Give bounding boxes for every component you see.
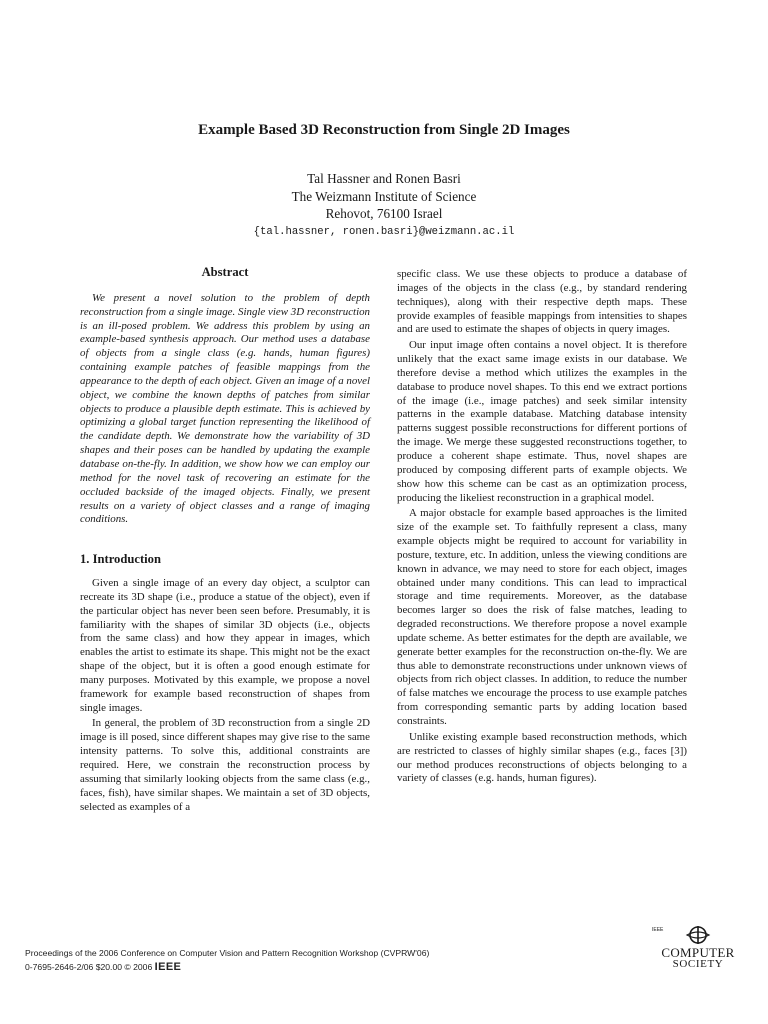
computer-society-logo [652, 925, 744, 975]
proceedings-line: Proceedings of the 2006 Conference on Computer Vision and Pattern Recognition Workshop (CVPRW'06) [25, 948, 430, 958]
left-column [80, 266, 370, 816]
proceedings-footer [25, 946, 429, 974]
intro-paragraph-2: In general, the problem of 3D reconstruction from a single 2D image is ill posed, since different shapes may give rise to the same intensity patterns. To solve this, additional constraints are required. Here, we constrain the reconstruction process by assuming that similarly looking objects from the same class (e.g., faces, fish), have similar shapes. We maintain a set of 3D objects, selected as examples of a [80, 717, 370, 813]
intro-paragraph-5: A major obstacle for example based approaches is the limited size of the example set. To faithfully represent a class, many example objects might be required to account for variability in posture, texture, etc. In addition, unless the viewing conditions are known in advance, we may need to store for each object, images obtained under many conditions. This can lead to impractical storage and time requirements. Moreover, as the database becomes larger so does the risk of false matches, leading to degraded reconstructions. We therefore propose a novel example update scheme. As better estimates for the depth are available, we generate better examples for the reconstruction on-the-fly. We are thus able to demonstrate reconstructions under unknown views of objects from rich object classes. In addition, to reduce the number of false matches we encourage the process to use example patches from corresponding semantic parts by adding location based constraints. [397, 507, 687, 727]
author-names: Tal Hassner and Ronen Basri [307, 171, 461, 186]
isbn-price-copyright: 0-7695-2646-2/06 $20.00 © 2006 [25, 962, 153, 972]
copyright-line [25, 960, 429, 974]
intro-paragraph-1: Given a single image of an every day object, a sculptor can recreate its 3D shape (i.e., produce a statue of the object), even if the particular object has never been seen before. Presumably, it is familiarity with the shapes of similar 3D objects (i.e., objects from the same class) and how they appear in images, which enables the artist to estimate its shape. This might not be the exact shape of the object, but it is often a good enough estimate for many purposes. Motivated by this example, we propose a novel framework for example based reconstruction of shapes from single images. [80, 577, 370, 714]
address: Rehovot, 76100 Israel [325, 206, 443, 221]
ieee-emblem-icon [685, 925, 711, 945]
abstract-text: We present a novel solution to the problem of depth reconstruction from a single image. Single view 3D reconstruction is an ill-posed problem. We address this problem by using an example-based synthesis approach. Our method uses a database of objects from a single class (e.g. hands, human figures) containing example patches of feasible mappings from the appearance to the depth of each object. Given an image of a novel object, we combine the known depths of patches from similar objects to produce a plausible depth estimate. This is achieved by optimizing a global target function representing the likelihood of the candidate depth. We demonstrate how the variability of 3D shapes and their poses can be handled by updating the example database on-the-fly. In addition, we show how we can employ our method for the novel task of recovering an estimate for the occluded backside of the imaged objects. Finally, we present results on a variety of object classes and a range of imaging conditions. [80, 291, 370, 526]
right-column [397, 268, 687, 788]
intro-paragraph-3: specific class. We use these objects to produce a database of images of the objects in the class (e.g., by standard rendering techniques), along with their respective depth maps. These provide examples of feasible mappings from intensities to shapes and are used to estimate the shapes of objects in query images. [397, 268, 687, 336]
logo-ieee-small: IEEE [652, 927, 664, 933]
author-emails: {tal.hassner, ronen.basri}@weizmann.ac.il [253, 225, 515, 238]
logo-computer: COMPUTER [661, 945, 735, 960]
logo-society: SOCIETY [672, 958, 724, 970]
abstract-heading: Abstract [201, 265, 249, 279]
intro-paragraph-4: Our input image often contains a novel object. It is therefore unlikely that the exact same image exists in our database. We therefore devise a method which utilizes the examples in the database to produce novel shapes. To this end we extract portions of the image (i.e., image patches) and seek similar intensity patterns in the example database. Matching database intensity patterns suggest possible reconstructions for different portions of the image. We merge these suggested reconstructions together, to produce a coherent shape estimate. Thus, novel shapes are produced by composing different parts of example objects. We show how this scheme can be cast as an optimization process, producing the likeliest reconstruction in a graphical model. [397, 339, 687, 504]
paper-title: Example Based 3D Reconstruction from Single 2D Images [198, 122, 570, 138]
author-block [0, 170, 768, 241]
intro-paragraph-6: Unlike existing example based reconstruction methods, which are restricted to classes of highly similar shapes (e.g., faces [3]) our method produces reconstructions of objects belonging to a variety of classes (e.g. hands, human figures). [397, 730, 687, 785]
section-heading-introduction: 1. Introduction [80, 552, 161, 567]
ieee-mark: IEEE [154, 961, 182, 973]
affiliation: The Weizmann Institute of Science [291, 188, 477, 204]
